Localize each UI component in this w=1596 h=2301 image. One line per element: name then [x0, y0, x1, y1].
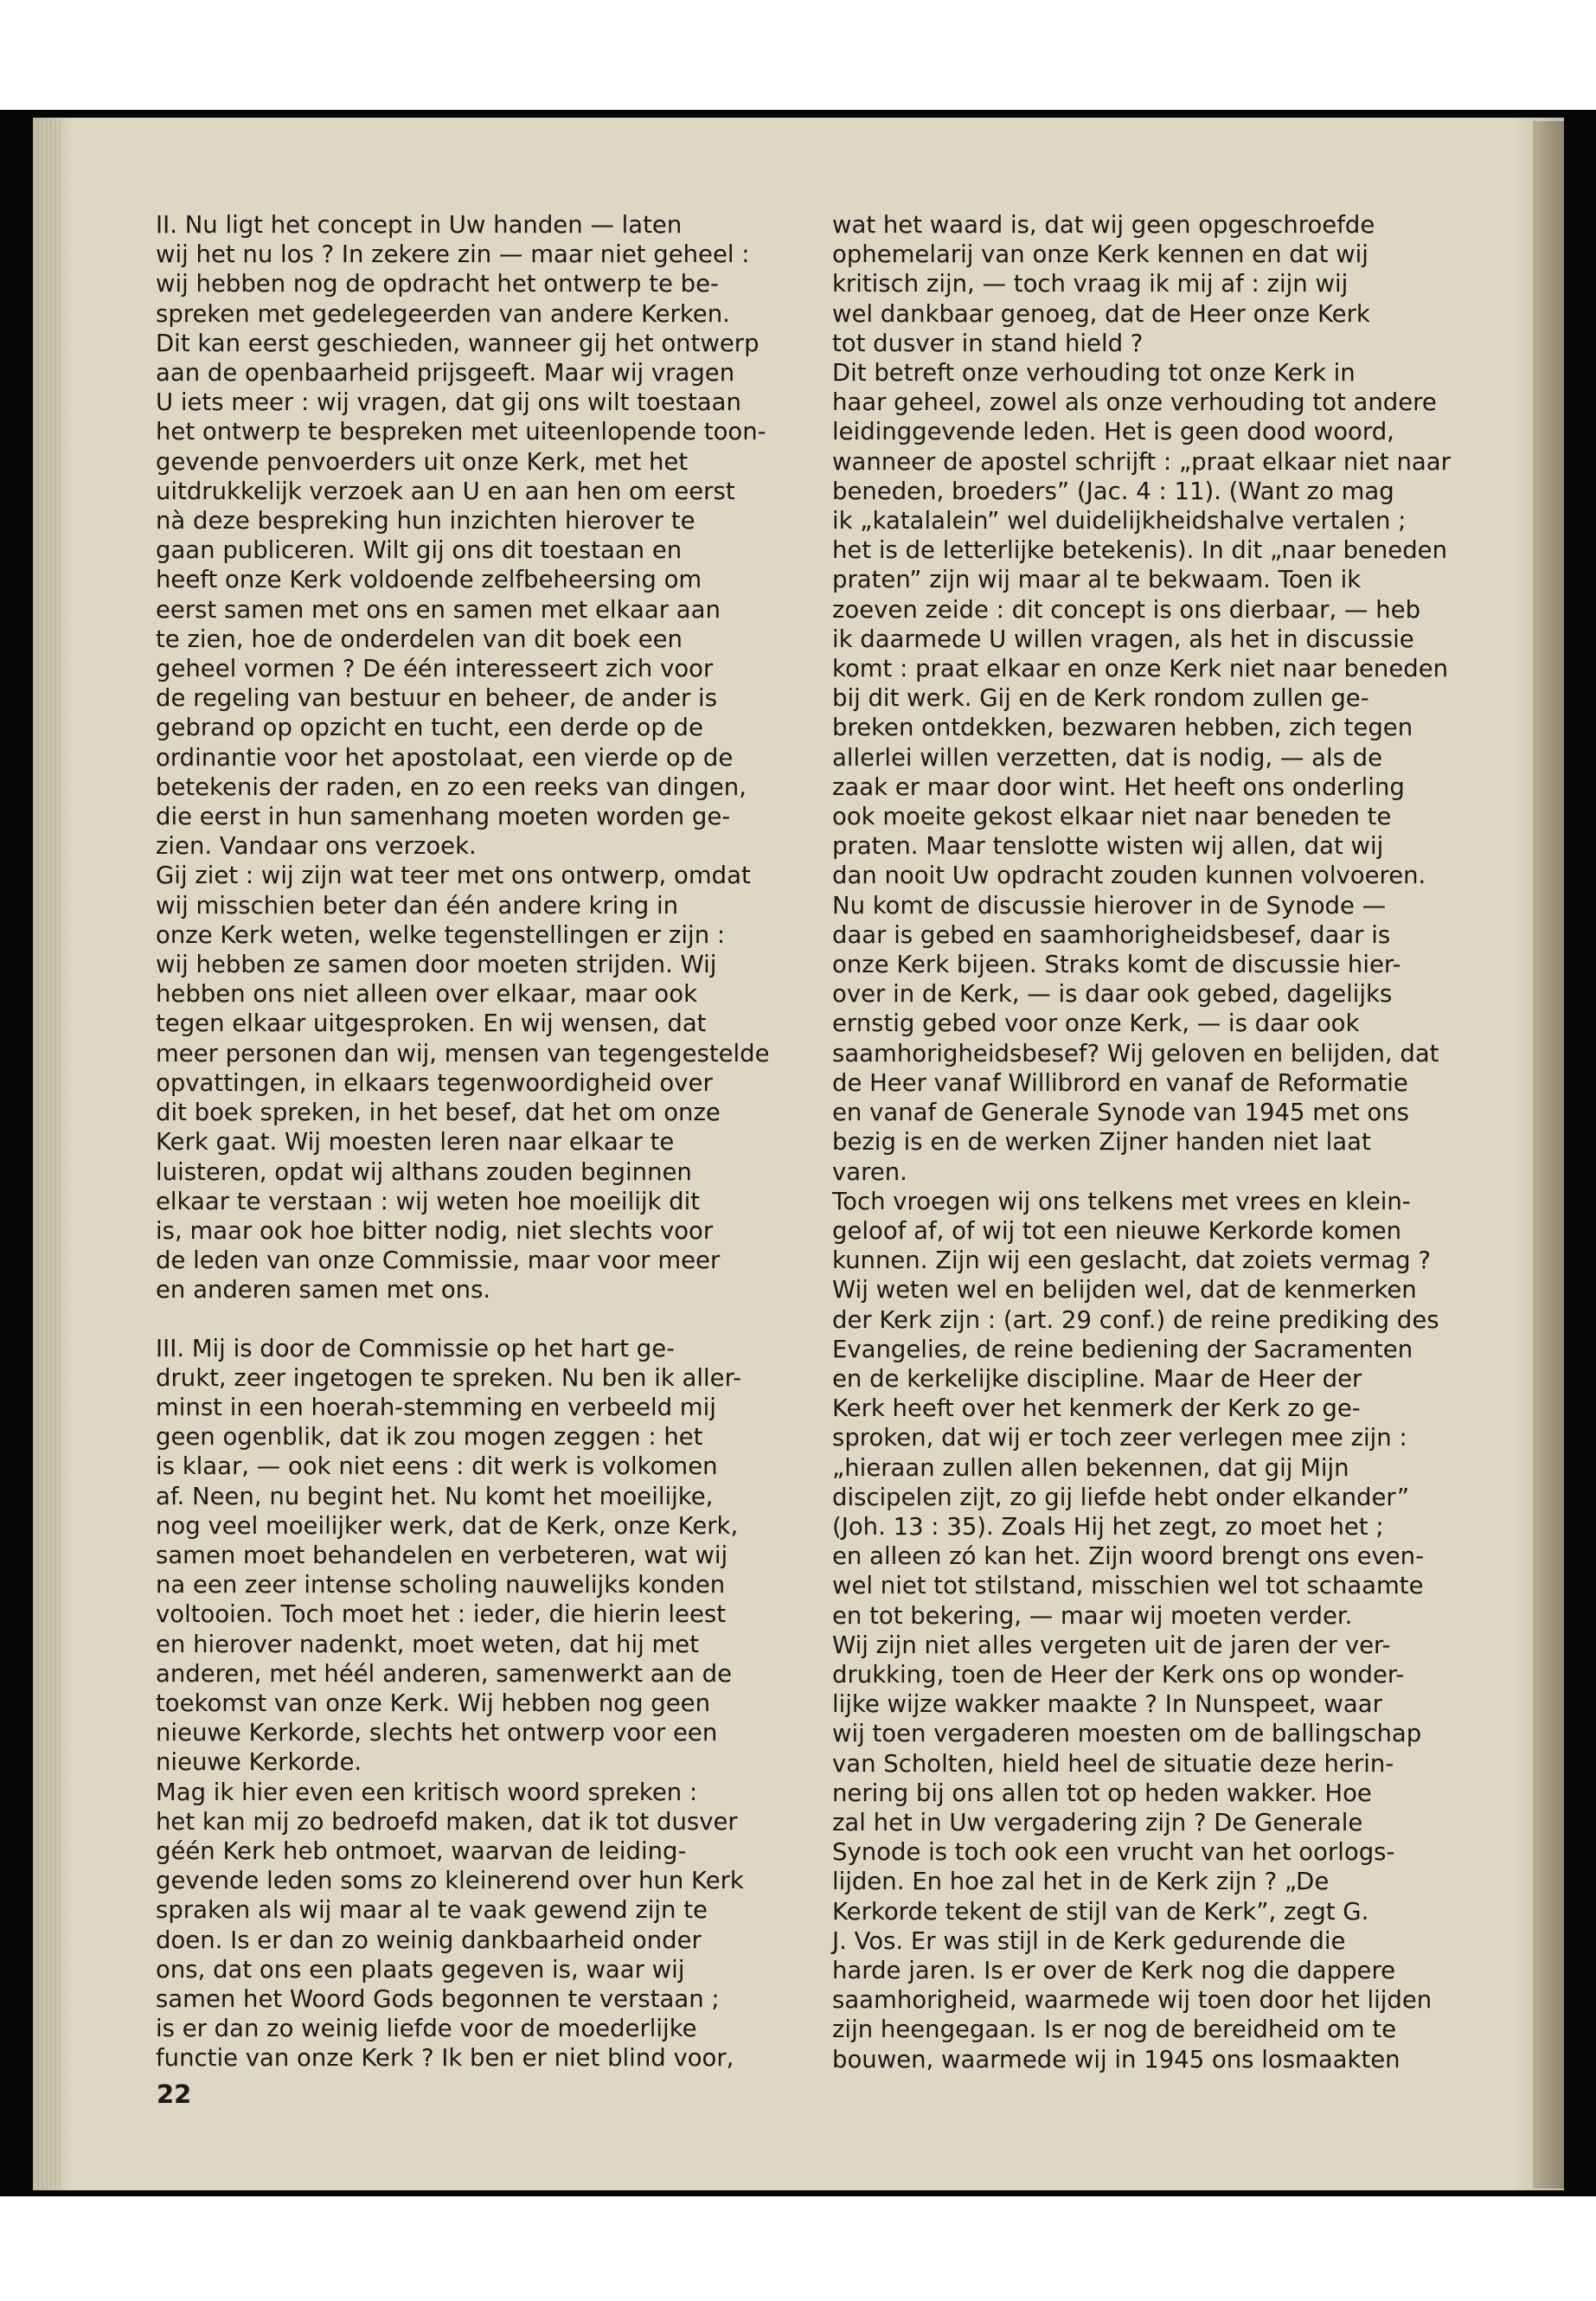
- text-line: Dit kan eerst geschieden, wanneer gij het ontwerp: [156, 329, 760, 357]
- text-line: na een zeer intense scholing nauwelijks konden: [156, 1571, 726, 1599]
- text-line: onze Kerk weten, welke tegenstellingen er zijn :: [156, 920, 726, 949]
- text-line: leidinggevende leden. Het is geen dood woord,: [832, 418, 1394, 446]
- text-line: spreken met gedelegeerden van andere Kerken.: [156, 299, 730, 328]
- text-line: en anderen samen met ons.: [156, 1276, 491, 1304]
- text-line: praten. Maar tenslotte wisten wij allen, dat wij: [832, 832, 1384, 861]
- text-line: II. Nu ligt het concept in Uw handen — laten: [156, 211, 683, 239]
- text-line: is, maar ook hoe bitter nodig, niet slechts voor: [156, 1216, 714, 1245]
- text-line: luisteren, opdat wij althans zouden beginnen: [156, 1157, 692, 1186]
- text-line: spraken als wij maar al te vaak gewend zijn te: [156, 1896, 708, 1925]
- text-line: ordinantie voor het apostolaat, een vierde op de: [156, 743, 734, 772]
- left-column: [156, 210, 796, 2073]
- text-line: breken ontdekken, bezwaren hebben, zich tegen: [832, 714, 1413, 742]
- spine-shadow: [1533, 121, 1564, 2189]
- text-line: de regeling van bestuur en beheer, de ander is: [156, 684, 718, 713]
- text-line: wij het nu los ? In zekere zin — maar niet geheel :: [156, 240, 750, 269]
- text-line: is klaar, — ook niet eens : dit werk is volkomen: [156, 1452, 718, 1481]
- text-line: samen moet behandelen en verbeteren, wat wij: [156, 1541, 728, 1569]
- text-line: Mag ik hier even een kritisch woord spreken :: [156, 1778, 698, 1806]
- text-line: Wij zijn niet alles vergeten uit de jaren der ver-: [832, 1631, 1391, 1659]
- text-line: anderen, met héél anderen, samenwerkt aan de: [156, 1659, 732, 1688]
- text-line: wij hebben nog de opdracht het ontwerp te be-: [156, 270, 719, 298]
- text-line: en de kerkelijke discipline. Maar de Heer der: [832, 1364, 1362, 1393]
- text-line: kunnen. Zijn wij een geslacht, dat zoiets vermag ?: [832, 1247, 1431, 1275]
- text-line: betekenis der raden, en zo een reeks van dingen,: [156, 772, 747, 801]
- page-edges: [35, 121, 61, 2189]
- left-paragraph: [156, 1334, 796, 1778]
- text-line: hebben ons niet alleen over elkaar, maar ook: [156, 980, 698, 1009]
- text-line: Toch vroegen wij ons telkens met vrees en klein-: [832, 1187, 1411, 1215]
- text-line: toekomst van onze Kerk. Wij hebben nog geen: [156, 1689, 711, 1717]
- text-line: wij toen vergaderen moesten om de ballingschap: [832, 1720, 1422, 1748]
- text-line: discipelen zijt, zo gij liefde hebt onder elkander”: [832, 1483, 1410, 1511]
- left-paragraph: [156, 210, 796, 861]
- text-line: Wij weten wel en belijden wel, dat de kenmerken: [832, 1276, 1417, 1304]
- text-line: drukking, toen de Heer der Kerk ons op wonder-: [832, 1660, 1405, 1689]
- text-line: en hierover nadenkt, moet weten, dat hij met: [156, 1630, 699, 1658]
- text-line: saamhorigheidsbesef? Wij geloven en belijden, dat: [832, 1039, 1439, 1067]
- text-line: gevende leden soms zo kleinerend over hun Kerk: [156, 1867, 744, 1895]
- text-line: het is de letterlijke betekenis). In dit „naar beneden: [832, 536, 1447, 565]
- text-line: wij hebben ze samen door moeten strijden. Wij: [156, 951, 717, 979]
- right-paragraph: [832, 358, 1472, 1187]
- text-line: wanneer de apostel schrijft : „praat elkaar niet naar: [832, 447, 1451, 476]
- text-line: ik „katalalein” wel duidelijkheidshalve vertalen ;: [832, 507, 1407, 535]
- text-line: heeft onze Kerk voldoende zelfbeheersing om: [156, 566, 702, 594]
- text-line: zoeven zeide : dit concept is ons dierbaar, — heb: [832, 595, 1421, 624]
- text-line: nieuwe Kerkorde.: [156, 1748, 362, 1777]
- text-line: onze Kerk bijeen. Straks komt de discussie hier-: [832, 951, 1401, 979]
- text-line: zien. Vandaar ons verzoek.: [156, 832, 477, 861]
- text-line: uitdrukkelijk verzoek aan U en aan hen om eerst: [156, 477, 735, 505]
- text-line: dit boek spreken, in het besef, dat het om onze: [156, 1099, 721, 1127]
- text-line: Nu komt de discussie hierover in de Synode —: [832, 891, 1387, 920]
- text-line: J. Vos. Er was stijl in de Kerk gedurende die: [832, 1926, 1346, 1955]
- left-paragraph: [156, 1778, 796, 2073]
- right-paragraph: [832, 210, 1472, 358]
- text-line: Synode is toch ook een vrucht van het oorlogs-: [832, 1838, 1395, 1867]
- text-line: Kerk heeft over het kenmerk der Kerk zo ge-: [832, 1394, 1361, 1423]
- text-line: opvattingen, in elkaars tegenwoordigheid over: [156, 1068, 713, 1097]
- text-line: Kerk gaat. Wij moesten leren naar elkaar te: [156, 1128, 675, 1157]
- text-line: zaak er maar door wint. Het heeft ons onderling: [832, 772, 1405, 801]
- text-line: het kan mij zo bedroefd maken, dat ik tot dusver: [156, 1807, 738, 1836]
- text-line: het ontwerp te bespreken met uiteenlopende toon-: [156, 418, 766, 446]
- text-line: kritisch zijn, — toch vraag ik mij af : zijn wij: [832, 270, 1349, 298]
- text-line: ons, dat ons een plaats gegeven is, waar wij: [156, 1955, 685, 1984]
- text-line: de leden van onze Commissie, maar voor meer: [156, 1247, 721, 1275]
- text-line: tegen elkaar uitgesproken. En wij wensen, dat: [156, 1009, 707, 1038]
- right-paragraph: [832, 1187, 1472, 1631]
- text-line: bij dit werk. Gij en de Kerk rondom zullen ge-: [832, 684, 1369, 713]
- text-line: over in de Kerk, — is daar ook gebed, dagelijks: [832, 980, 1393, 1009]
- text-line: en vanaf de Generale Synode van 1945 met ons: [832, 1099, 1410, 1127]
- text-line: daar is gebed en saamhorigheidsbesef, daar is: [832, 920, 1391, 949]
- text-line: is er dan zo weinig liefde voor de moederlijke: [156, 2015, 697, 2043]
- text-line: geheel vormen ? De één interesseert zich voor: [156, 655, 714, 683]
- text-line: lijden. En hoe zal het in de Kerk zijn ? „De: [832, 1868, 1330, 1896]
- text-line: doen. Is er dan zo weinig dankbaarheid onder: [156, 1926, 702, 1954]
- text-line: geloof af, of wij tot een nieuwe Kerkorde komen: [832, 1216, 1402, 1245]
- text-line: der Kerk zijn : (art. 29 conf.) de reine prediking des: [832, 1305, 1439, 1334]
- text-line: komt : praat elkaar en onze Kerk niet naar beneden: [832, 655, 1449, 683]
- text-line: allerlei willen verzetten, dat is nodig, — als de: [832, 743, 1383, 772]
- text-line: (Joh. 13 : 35). Zoals Hij het zegt, zo moet het ;: [832, 1512, 1384, 1541]
- text-line: nering bij ons allen tot op heden wakker. Hoe: [832, 1779, 1372, 1807]
- text-line: ernstig gebed voor onze Kerk, — is daar ook: [832, 1009, 1360, 1038]
- text-line: drukt, zeer ingetogen te spreken. Nu ben ik aller-: [156, 1363, 742, 1392]
- text-line: Evangelies, de reine bediening der Sacramenten: [832, 1335, 1413, 1363]
- text-line: ophemelarij van onze Kerk kennen en dat wij: [832, 240, 1368, 269]
- text-line: nieuwe Kerkorde, slechts het ontwerp voor een: [156, 1719, 718, 1747]
- text-line: samen het Woord Gods begonnen te verstaan ;: [156, 1984, 720, 2013]
- text-line: Dit betreft onze verhouding tot onze Kerk in: [832, 359, 1356, 388]
- text-line: tot dusver in stand hield ?: [832, 329, 1144, 357]
- text-line: bezig is en de werken Zijner handen niet laat: [832, 1128, 1371, 1157]
- text-line: „hieraan zullen allen bekennen, dat gij Mijn: [832, 1453, 1349, 1482]
- text-line: gebrand op opzicht en tucht, een derde op de: [156, 714, 703, 742]
- page-number: 22: [157, 2080, 192, 2109]
- text-line: nà deze bespreking hun inzichten hierover te: [156, 507, 695, 535]
- text-line: U iets meer : wij vragen, dat gij ons wilt toestaan: [156, 388, 741, 417]
- text-line: minst in een hoerah-stemming en verbeeld mij: [156, 1393, 716, 1421]
- text-line: en tot bekering, — maar wij moeten verder.: [832, 1601, 1353, 1630]
- text-line: die eerst in hun samenhang moeten worden ge-: [156, 803, 731, 831]
- text-line: lijke wijze wakker maakte ? In Nunspeet, waar: [832, 1690, 1382, 1719]
- text-line: gevende penvoerders uit onze Kerk, met het: [156, 447, 689, 476]
- right-paragraph: [832, 1631, 1472, 2074]
- text-line: van Scholten, hield heel de situatie deze herin-: [832, 1749, 1394, 1778]
- text-line: saamhorigheid, waarmede wij toen door het lijden: [832, 1986, 1433, 2015]
- text-line: ook moeite gekost elkaar niet naar beneden te: [832, 803, 1392, 831]
- text-line: wat het waard is, dat wij geen opgeschroefde: [832, 211, 1375, 239]
- text-line: haar geheel, zowel als onze verhouding tot andere: [832, 388, 1437, 417]
- text-line: géén Kerk heb ontmoet, waarvan de leiding-: [156, 1836, 687, 1865]
- text-line: bouwen, waarmede wij in 1945 ons losmaakten: [832, 2045, 1401, 2073]
- text-line: aan de openbaarheid prijsgeeft. Maar wij vragen: [156, 359, 735, 388]
- text-line: eerst samen met ons en samen met elkaar aan: [156, 595, 721, 624]
- text-line: harde jaren. Is er over de Kerk nog die dappere: [832, 1956, 1396, 1984]
- text-line: functie van onze Kerk ? Ik ben er niet blind voor,: [156, 2044, 734, 2073]
- text-line: elkaar te verstaan : wij weten hoe moeilijk dit: [156, 1187, 701, 1215]
- right-column: [832, 210, 1472, 2074]
- text-line: af. Neen, nu begint het. Nu komt het moeilijke,: [156, 1482, 714, 1510]
- text-line: ik daarmede U willen vragen, als het in discussie: [832, 625, 1414, 653]
- text-line: nog veel moeilijker werk, dat de Kerk, onze Kerk,: [156, 1511, 739, 1540]
- text-line: wij misschien beter dan één andere kring in: [156, 891, 679, 920]
- text-line: wel dankbaar genoeg, dat de Heer onze Kerk: [832, 299, 1370, 328]
- text-line: en alleen zó kan het. Zijn woord brengt ons even-: [832, 1542, 1425, 1571]
- text-line: zijn heengegaan. Is er nog de bereidheid om te: [832, 2016, 1397, 2044]
- text-line: praten” zijn wij maar al te bekwaam. Toen ik: [832, 566, 1362, 594]
- text-line: Gij ziet : wij zijn wat teer met ons ontwerp, omdat: [156, 862, 751, 890]
- text-line: beneden, broeders” (Jac. 4 : 11). (Want zo mag: [832, 477, 1394, 505]
- text-line: wel niet tot stilstand, misschien wel tot schaamte: [832, 1572, 1424, 1600]
- text-line: voltooien. Toch moet het : ieder, die hierin leest: [156, 1600, 726, 1629]
- text-line: III. Mij is door de Commissie op het hart ge-: [156, 1334, 676, 1362]
- text-line: sproken, dat wij er toch zeer verlegen mee zijn :: [832, 1424, 1407, 1452]
- text-line: Kerkorde tekent de stijl van de Kerk”, zegt G.: [832, 1897, 1369, 1926]
- text-line: geen ogenblik, dat ik zou mogen zeggen : het: [156, 1423, 703, 1452]
- text-line: te zien, hoe de onderdelen van dit boek een: [156, 625, 683, 653]
- text-line: dan nooit Uw opdracht zouden kunnen volvoeren.: [832, 862, 1426, 890]
- left-paragraph: [156, 861, 796, 1304]
- text-line: varen.: [832, 1157, 907, 1186]
- text-line: de Heer vanaf Willibrord en vanaf de Reformatie: [832, 1068, 1408, 1097]
- text-line: gaan publiceren. Wilt gij ons dit toestaan en: [156, 536, 683, 565]
- text-line: zal het in Uw vergadering zijn ? De Generale: [832, 1808, 1363, 1836]
- text-line: meer personen dan wij, mensen van tegengestelde: [156, 1039, 770, 1067]
